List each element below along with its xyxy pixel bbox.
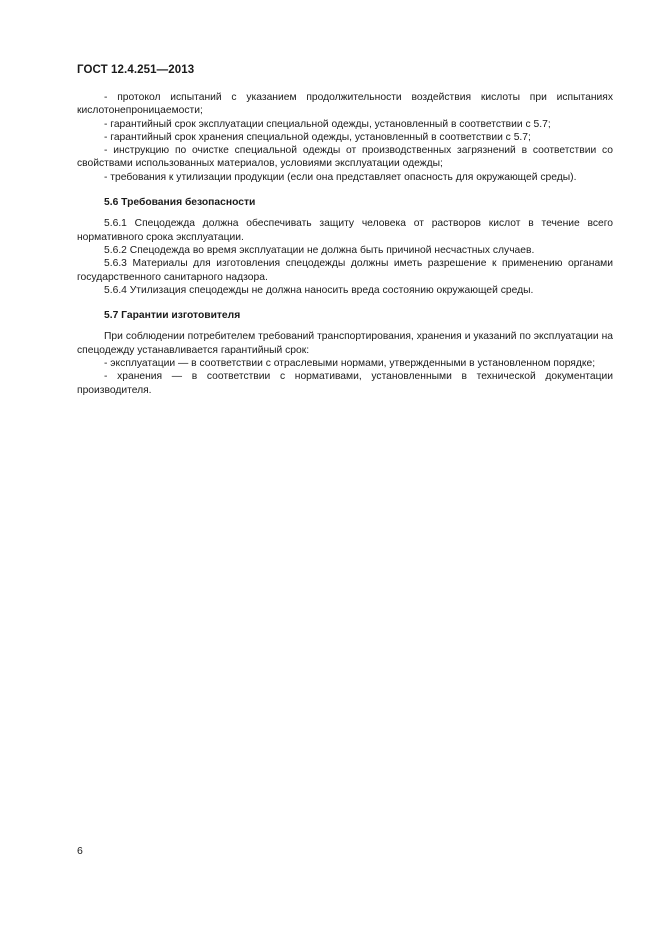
list-item: - протокол испытаний с указанием продолжительности воздействия кислоты при испытаниях кислотонепроницаемости; bbox=[77, 92, 613, 117]
page-number: 6 bbox=[77, 845, 83, 857]
section-heading-5-6: 5.6 Требования безопасности bbox=[104, 197, 256, 209]
paragraph-5-6-4: 5.6.4 Утилизация спецодежды не должна наносить вреда состоянию окружающей среды. bbox=[104, 284, 534, 296]
list-item: - требования к утилизации продукции (если она представляет опасность для окружающей среды). bbox=[104, 171, 577, 183]
list-item: - гарантийный срок эксплуатации специальной одежды, установленный в соответствии с 5.7; bbox=[104, 118, 551, 130]
list-item: - эксплуатации — в соответствии с отраслевыми нормами, утвержденными в установленном порядке; bbox=[104, 358, 596, 370]
section-5-7-body bbox=[77, 330, 613, 396]
paragraph-5-6-2: 5.6.2 Спецодежда во время эксплуатации не должна быть причиной несчастных случаев. bbox=[104, 244, 535, 256]
section-heading-5-7: 5.7 Гарантии изготовителя bbox=[104, 310, 241, 322]
list-item: - гарантийный срок хранения специальной одежды, установленный в соответствии с 5.7; bbox=[104, 131, 531, 143]
intro-list bbox=[77, 91, 613, 184]
section-5-6-body bbox=[77, 217, 613, 297]
document-header: ГОСТ 12.4.251—2013 bbox=[77, 64, 195, 76]
paragraph-5-7-intro: При соблюдении потребителем требований транспортирования, хранения и указаний по эксплуатации на спецодежду устанавливается гарантийный срок: bbox=[77, 331, 613, 356]
paragraph-5-6-3: 5.6.3 Материалы для изготовления спецодежды должны иметь разрешение к применению органами государственного санитарного надзора. bbox=[77, 258, 613, 283]
list-item: - хранения — в соответствии с нормативами, установленными в технической документации производителя. bbox=[77, 371, 613, 396]
document-body bbox=[77, 91, 613, 397]
paragraph-5-6-1: 5.6.1 Спецодежда должна обеспечивать защиту человека от растворов кислот в течение всего нормативного срока эксплуатации. bbox=[77, 218, 613, 243]
list-item: - инструкцию по очистке специальной одежды от производственных загрязнений в соответствии со свойствами использованных материалов, условиями эксплуатации одежды; bbox=[77, 145, 613, 170]
